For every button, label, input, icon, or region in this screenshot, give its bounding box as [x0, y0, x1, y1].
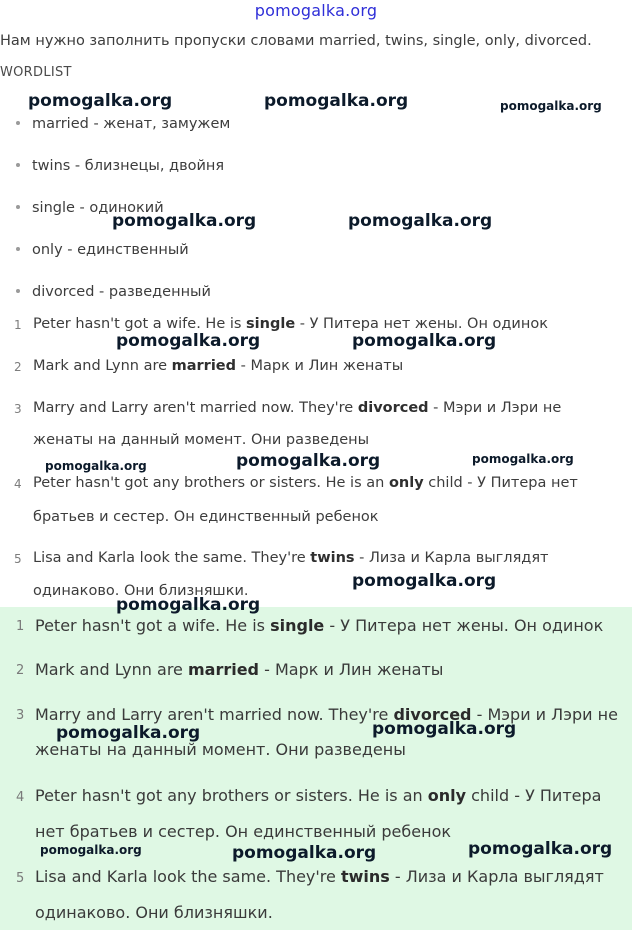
wordlist-item: twins - близнецы, двойня	[16, 158, 224, 174]
answer-word: married	[171, 358, 237, 374]
sentence-line: Mark and Lynn are married - Марк и Лин женаты	[33, 358, 404, 374]
answer-word: married	[187, 660, 260, 679]
sentence-number: 1	[14, 318, 22, 332]
sentence-number: 4	[14, 477, 22, 491]
answer-line-continued: нет братьев и сестер. Он единственный ребенок	[35, 822, 452, 841]
watermark: pomogalka.org	[45, 459, 147, 473]
watermark: pomogalka.org	[116, 331, 261, 351]
answer-word: single	[270, 616, 325, 635]
answer-word: single	[246, 316, 296, 332]
sentence-line-continued: одинаково. Они близняшки.	[33, 583, 249, 599]
answer-number: 5	[16, 871, 25, 886]
wordlist-heading: WORDLIST	[0, 65, 72, 80]
answer-word: twins	[340, 867, 390, 886]
watermark: pomogalka.org	[352, 571, 497, 591]
watermark: pomogalka.org	[40, 843, 142, 857]
answer-number: 2	[16, 663, 25, 678]
sentence-number: 2	[14, 360, 22, 374]
site-title[interactable]: pomogalka.org	[254, 1, 378, 20]
watermark: pomogalka.org	[232, 843, 377, 863]
sentence-line: Marry and Larry aren't married now. They're divorced - Мэри и Лэри не	[33, 400, 562, 416]
answer-line-continued: женаты на данный момент. Они разведены	[35, 740, 406, 759]
answer-word: twins	[310, 550, 355, 566]
sentence-number: 3	[14, 402, 22, 416]
answer-word: only	[388, 475, 424, 491]
bullet-icon	[16, 205, 20, 209]
watermark: pomogalka.org	[236, 451, 381, 471]
bullet-icon	[16, 121, 20, 125]
intro-text: Нам нужно заполнить пропуски словами married, twins, single, only, divorced.	[0, 33, 592, 49]
answer-word: divorced	[393, 705, 472, 724]
wordlist-item: single - одинокий	[16, 200, 164, 216]
sentence-line: Peter hasn't got a wife. He is single - У Питера нет жены. Он одинок	[33, 316, 548, 332]
answer-number: 1	[16, 619, 25, 634]
sentence-number: 5	[14, 552, 22, 566]
answer-word: only	[427, 786, 467, 805]
watermark: pomogalka.org	[28, 91, 173, 111]
answer-line: Peter hasn't got a wife. He is single - У Питера нет жены. Он одинок	[35, 616, 604, 635]
answer-word: divorced	[357, 400, 429, 416]
sentence-line: Lisa and Karla look the same. They're twins - Лиза и Карла выглядят	[33, 550, 549, 566]
watermark: pomogalka.org	[112, 211, 257, 231]
wordlist-item: married - женат, замужем	[16, 116, 230, 132]
wordlist-item: divorced - разведенный	[16, 284, 211, 300]
bullet-icon	[16, 247, 20, 251]
sentence-line: Peter hasn't got any brothers or sisters. He is an only child - У Питера нет	[33, 475, 578, 491]
watermark: pomogalka.org	[56, 723, 201, 743]
answer-number: 3	[16, 708, 25, 723]
watermark: pomogalka.org	[116, 595, 261, 615]
sentence-line-continued: братьев и сестер. Он единственный ребенок	[33, 509, 379, 525]
answer-line: Mark and Lynn are married - Марк и Лин женаты	[35, 660, 444, 679]
answer-number: 4	[16, 790, 25, 805]
bullet-icon	[16, 163, 20, 167]
watermark: pomogalka.org	[264, 91, 409, 111]
answer-box	[0, 607, 632, 930]
bullet-icon	[16, 289, 20, 293]
wordlist-item: only - единственный	[16, 242, 189, 258]
watermark: pomogalka.org	[352, 331, 497, 351]
answer-line: Marry and Larry aren't married now. They're divorced - Мэри и Лэри не	[35, 705, 618, 724]
watermark: pomogalka.org	[468, 839, 613, 859]
sentence-line-continued: женаты на данный момент. Они разведены	[33, 432, 370, 448]
watermark: pomogalka.org	[472, 452, 574, 466]
answer-line: Peter hasn't got any brothers or sisters. He is an only child - У Питера	[35, 786, 602, 805]
watermark: pomogalka.org	[348, 211, 493, 231]
answer-line-continued: одинаково. Они близняшки.	[35, 903, 273, 922]
answer-line: Lisa and Karla look the same. They're twins - Лиза и Карла выглядят	[35, 867, 604, 886]
watermark: pomogalka.org	[500, 99, 602, 113]
watermark: pomogalka.org	[372, 719, 517, 739]
